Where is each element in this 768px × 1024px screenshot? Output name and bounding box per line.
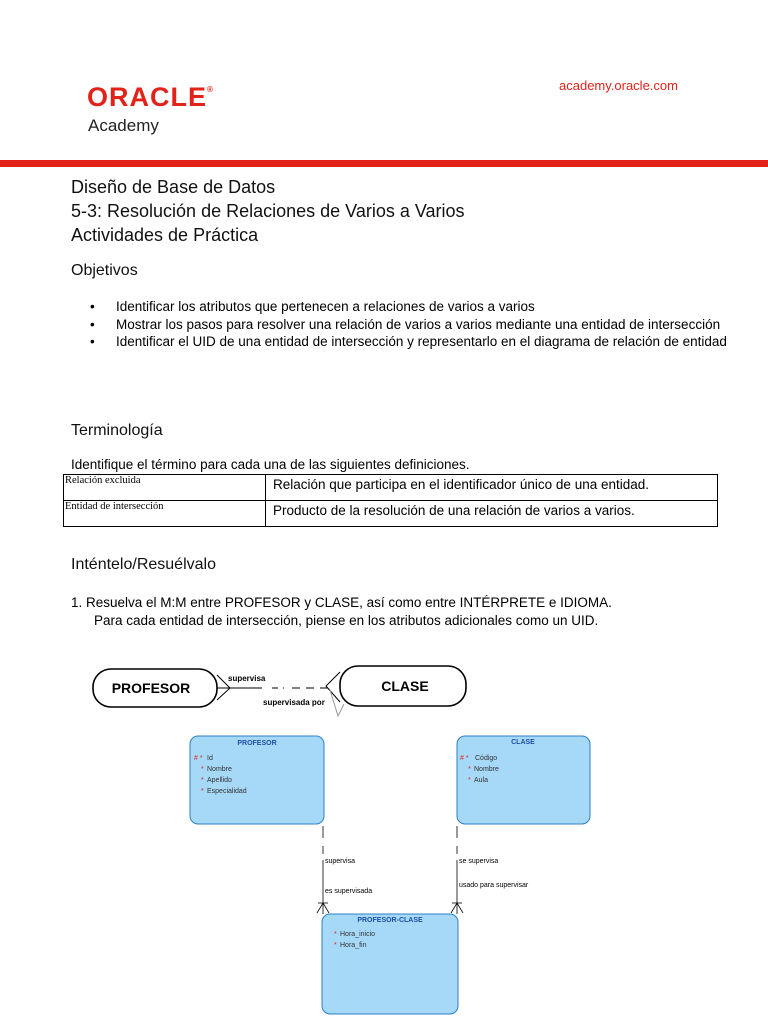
right-rel-lower-label: usado para supervisar <box>459 882 529 889</box>
entity-clase <box>457 736 590 824</box>
top-entity-clase-label: CLASE <box>381 678 429 694</box>
attr-mark: # * <box>460 755 469 762</box>
attr-mark: * <box>468 777 471 784</box>
attr-name: Código <box>475 755 498 762</box>
top-entity-clase <box>340 666 466 706</box>
attr-name: Id <box>207 755 213 762</box>
objective-item: • Identificar el UID de una entidad de intersección y representarlo en el diagrama de relación de entidad <box>116 333 736 351</box>
entity-profesor-title: PROFESOR <box>237 740 277 747</box>
entity-profesor-clase <box>322 914 458 1014</box>
term-cell: Relación excluida <box>64 475 266 501</box>
right-relationship <box>451 826 463 914</box>
top-rel-lower-label: supervisada por <box>263 698 325 707</box>
entity-profesor-clase-title: PROFESOR-CLASE <box>357 917 423 924</box>
right-rel-upper-label: se supervisa <box>459 858 499 865</box>
attr-name: Nombre <box>474 766 499 773</box>
top-entity-profesor <box>93 669 217 707</box>
attr-name: Hora_fin <box>340 942 367 949</box>
site-url-link[interactable]: academy.oracle.com <box>559 78 678 93</box>
attr-mark: * <box>334 942 337 949</box>
objectives-heading: Objetivos <box>71 262 138 279</box>
attr-name: Nombre <box>207 766 232 773</box>
practice-heading: Inténtelo/Resuélvalo <box>71 556 216 573</box>
entity-clase-title: CLASE <box>511 739 535 746</box>
top-rel-upper-label: supervisa <box>228 674 266 683</box>
attr-mark: # * <box>194 755 203 762</box>
attr-mark: * <box>201 777 204 784</box>
attr-name: Especialidad <box>207 788 247 795</box>
course-title: Diseño de Base de Datos <box>71 177 276 197</box>
objective-item: • Mostrar los pasos para resolver una relación de varios a varios mediante una entidad de intersección <box>116 316 736 334</box>
task-line: 1. Resuelva el M:M entre PROFESOR y CLASE, así como entre INTÉRPRETE e IDIOMA. <box>71 595 612 610</box>
attr-mark: * <box>201 766 204 773</box>
objective-item: • Identificar los atributos que pertenecen a relaciones de varios a varios <box>116 298 736 316</box>
attr-name: Aula <box>474 777 489 784</box>
left-rel-upper-label: supervisa <box>325 858 355 865</box>
entity-profesor <box>190 736 324 824</box>
left-rel-lower-label: es supervisada <box>325 888 373 895</box>
definition-cell: Relación que participa en el identificador único de una entidad. <box>266 475 718 501</box>
terminology-intro: Identifique el término para cada una de las siguientes definiciones. <box>71 457 470 472</box>
task-line: Para cada entidad de intersección, piense en los atributos adicionales como un UID. <box>94 613 599 628</box>
oracle-logo-text: ORACLE <box>87 82 207 112</box>
term-cell: Entidad de intersección <box>64 501 266 527</box>
terminology-heading: Terminología <box>71 422 163 439</box>
activity-title: Actividades de Práctica <box>71 225 259 245</box>
attr-mark: * <box>201 788 204 795</box>
lesson-title: 5-3: Resolución de Relaciones de Varios a Varios <box>71 201 465 221</box>
academy-logo-text: Academy <box>88 116 159 135</box>
top-entity-profesor-label: PROFESOR <box>111 680 191 696</box>
definition-cell: Producto de la resolución de una relación de varios a varios. <box>266 501 718 527</box>
left-relationship <box>317 826 329 914</box>
attr-name: Hora_inicio <box>340 931 376 938</box>
attr-mark: * <box>468 766 471 773</box>
registered-mark: ® <box>207 85 214 94</box>
attr-mark: * <box>334 931 337 938</box>
attr-name: Apellido <box>207 777 232 784</box>
